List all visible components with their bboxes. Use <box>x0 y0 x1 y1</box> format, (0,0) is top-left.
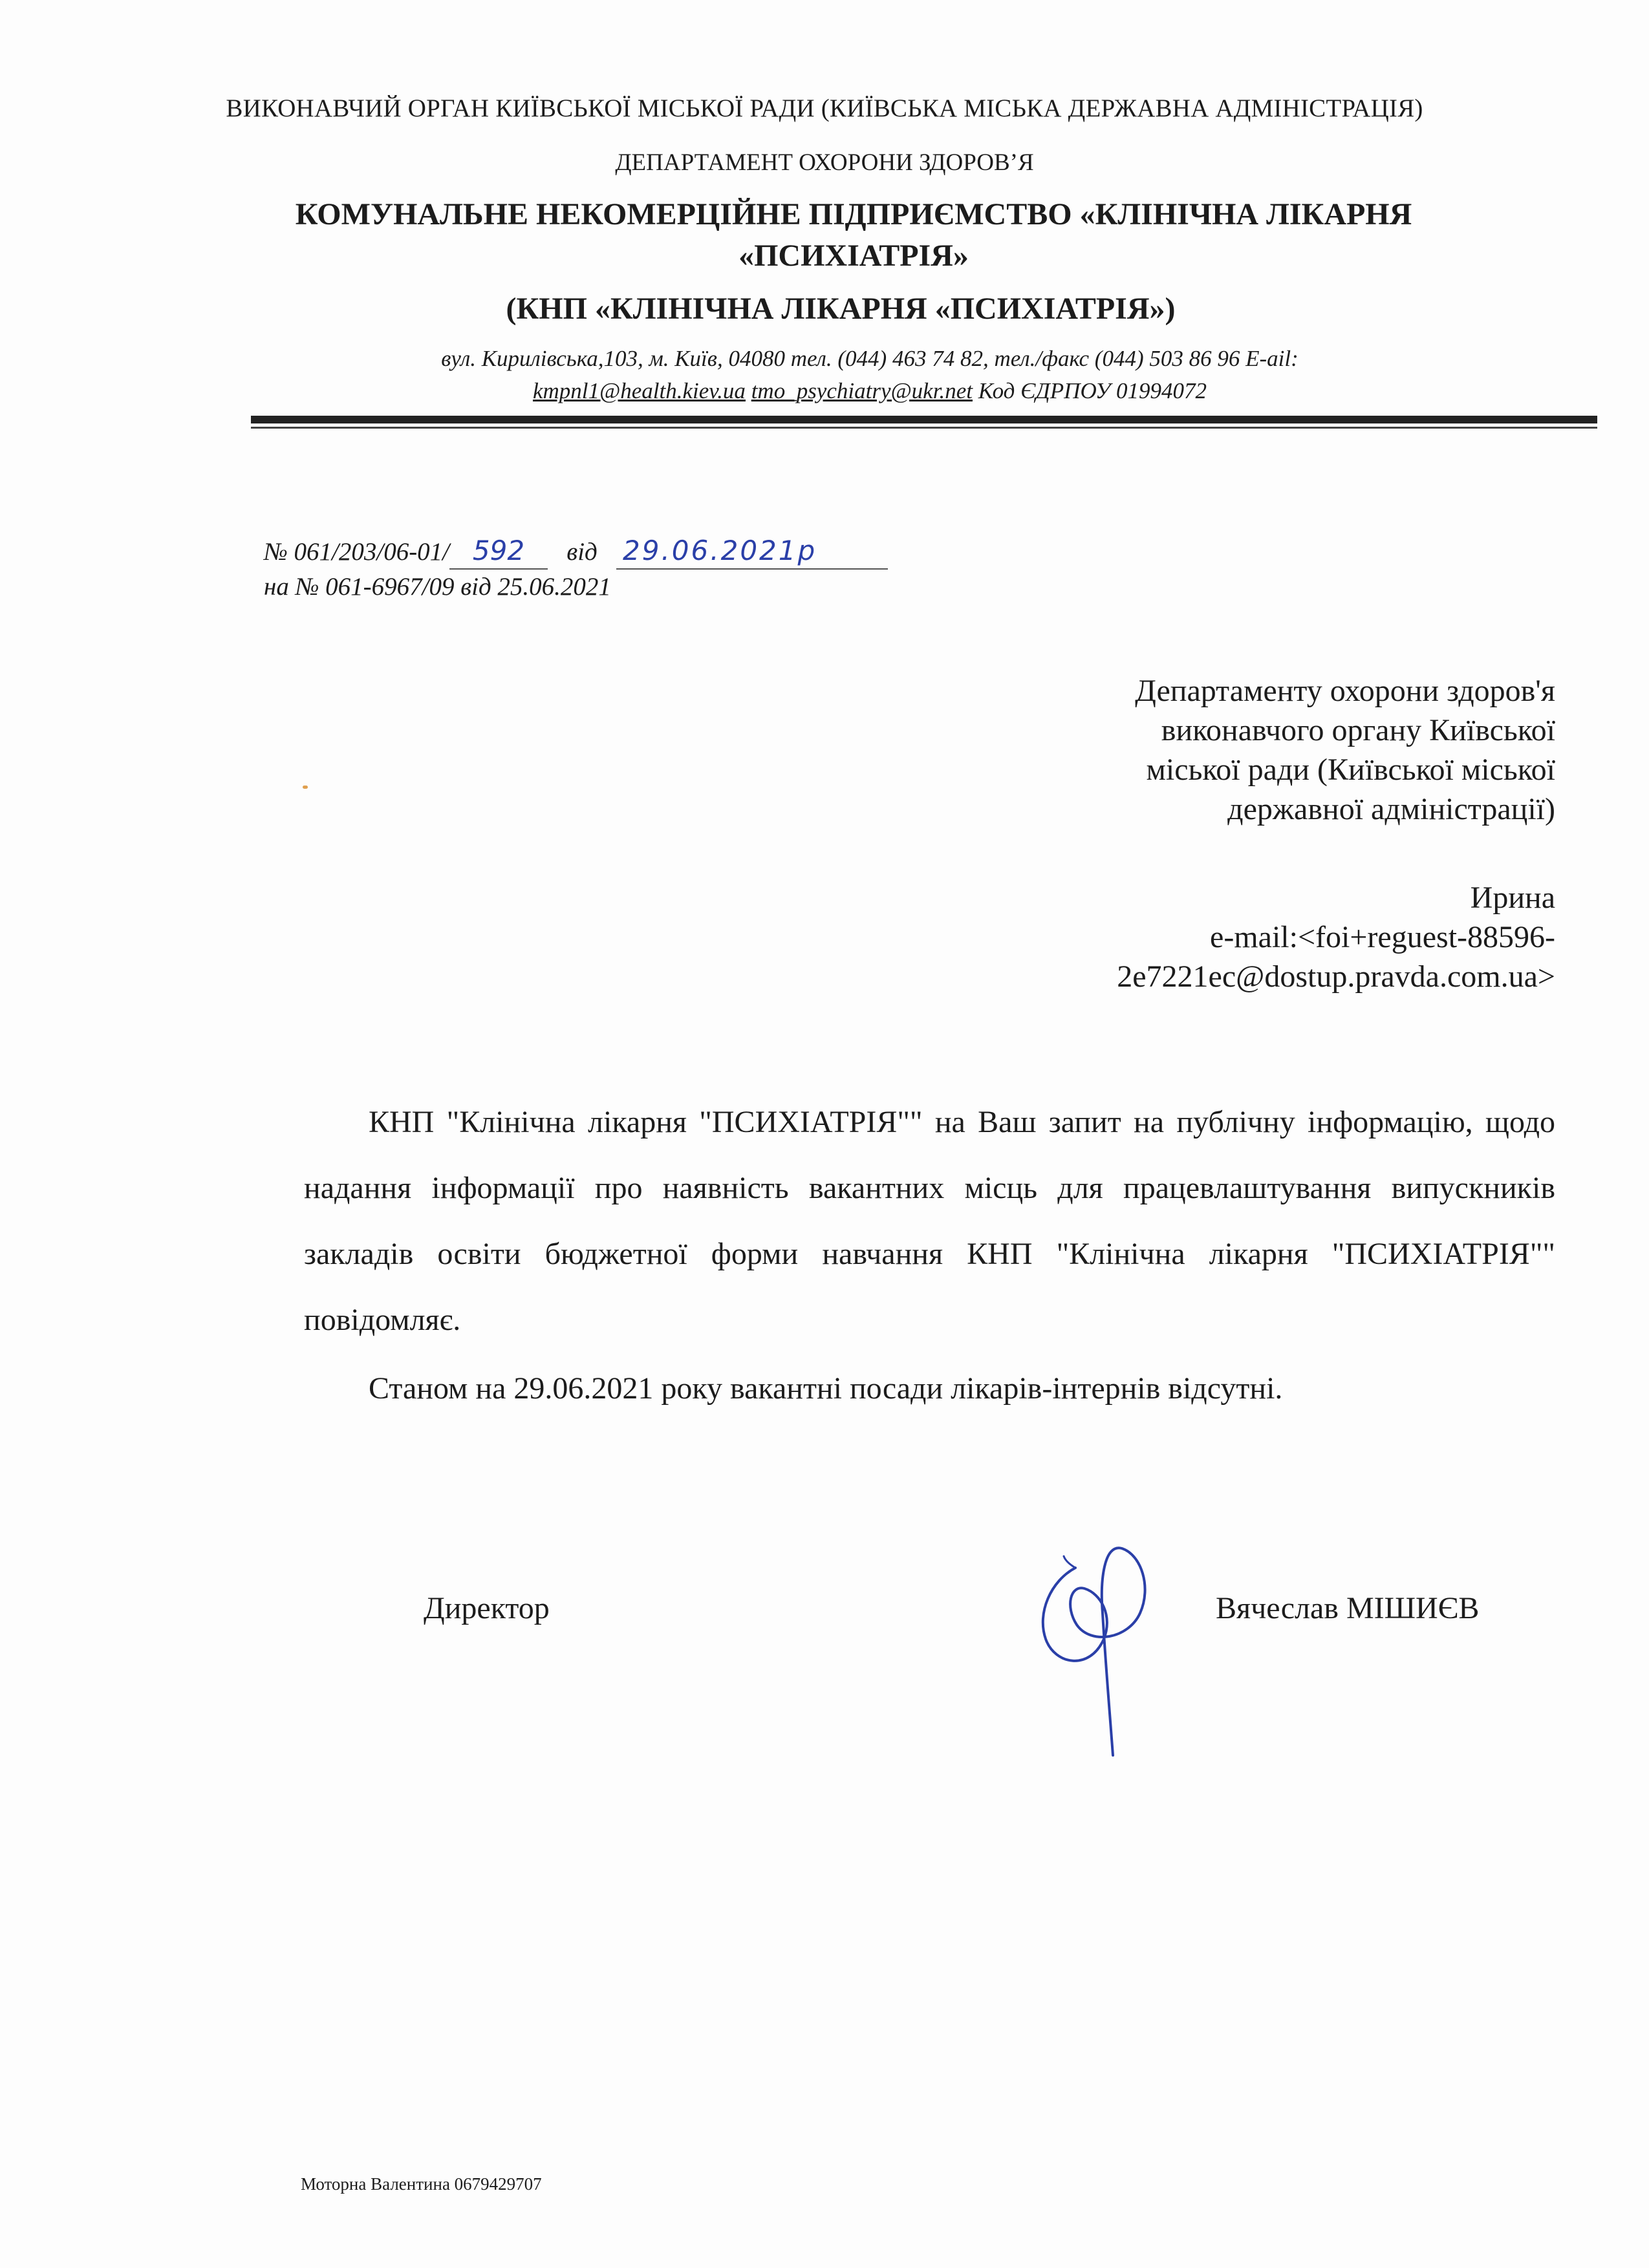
recipient-name: Ирина <box>1470 881 1555 915</box>
footer-contact: Моторна Валентина 0679429707 <box>301 2174 542 2194</box>
reference-block <box>264 533 888 604</box>
outgoing-prefix: № 061/203/06-01/ <box>264 538 450 566</box>
header-divider-thick <box>251 416 1597 423</box>
recipient-line2: виконавчого органу Київської <box>1161 713 1555 747</box>
edrpou-code: Код ЄДРПОУ 01994072 <box>978 378 1207 403</box>
header-organization-line1: КОМУНАЛЬНЕ НЕКОМЕРЦІЙНЕ ПІДПРИЄМСТВО «КЛІНІЧНА ЛІКАРНЯ <box>295 197 1412 231</box>
header-address-line1: вул. Кирилівська,103, м. Київ, 04080 тел. (044) 463 74 82, тел./факс (044) 503 86 96 E-ail: <box>441 346 1299 371</box>
recipient-block <box>1135 671 1555 829</box>
header-department: ДЕПАРТАМЕНТ ОХОРОНИ ЗДОРОВ’Я <box>615 149 1034 176</box>
header-address <box>0 343 1649 407</box>
header-short-name: (КНП «КЛІНІЧНА ЛІКАРНЯ «ПСИХІАТРІЯ») <box>506 292 1176 326</box>
signatory-name: Вячеслав МІШИЄВ <box>1216 1591 1480 1625</box>
outgoing-reference <box>264 533 888 570</box>
email-link-health[interactable]: kmpnl1@health.kiev.ua <box>532 378 746 403</box>
incoming-reference: на № 061-6967/09 від 25.06.2021 <box>264 573 611 601</box>
header-authority: ВИКОНАВЧИЙ ОРГАН КИЇВСЬКОЇ МІСЬКОЇ РАДИ (КИЇВСЬКА МІСЬКА ДЕРЖАВНА АДМІНІСТРАЦІЯ) <box>226 94 1423 122</box>
header-divider-thin <box>251 427 1597 429</box>
body-paragraph-1: КНП "Клінічна лікарня "ПСИХІАТРІЯ"" на Ваш запит на публічну інформацію, щодо надання інформації про наявність вакантних місць для працевлаштування випускників закладів освіти бюджетної форми навчання КНП "Клінічна лікарня "ПСИХІАТРІЯ"" повідомляє. <box>304 1105 1555 1337</box>
recipient-contact <box>1117 878 1555 996</box>
body-paragraph-2: Станом на 29.06.2021 року вакантні посади лікарів-інтернів відсутні. <box>369 1371 1283 1406</box>
recipient-line1: Департаменту охорони здоров'я <box>1135 674 1555 708</box>
email-link-tmo[interactable]: tmo_psychiatry@ukr.net <box>751 378 973 403</box>
header-address-line2 <box>91 375 1649 407</box>
handwritten-signature <box>1031 1542 1164 1762</box>
recipient-email-line1: e-mail:<foi+reguest-88596- <box>1210 920 1555 954</box>
handwritten-number: 592 <box>449 533 548 570</box>
paper-speck <box>303 786 308 789</box>
header-organization-line2: «ПСИХІАТРІЯ» <box>738 239 969 273</box>
handwritten-date: 29.06.2021р <box>616 533 888 570</box>
header-organization <box>0 194 1649 277</box>
recipient-line3: міської ради (Київської міської <box>1146 753 1555 787</box>
date-word: від <box>566 538 598 566</box>
recipient-line4: державної адміністрації) <box>1227 792 1555 826</box>
signatory-title: Директор <box>424 1591 550 1625</box>
recipient-email-line2: 2e7221ec@dostup.pravda.com.ua> <box>1117 959 1555 994</box>
letter-body <box>304 1089 1555 1422</box>
